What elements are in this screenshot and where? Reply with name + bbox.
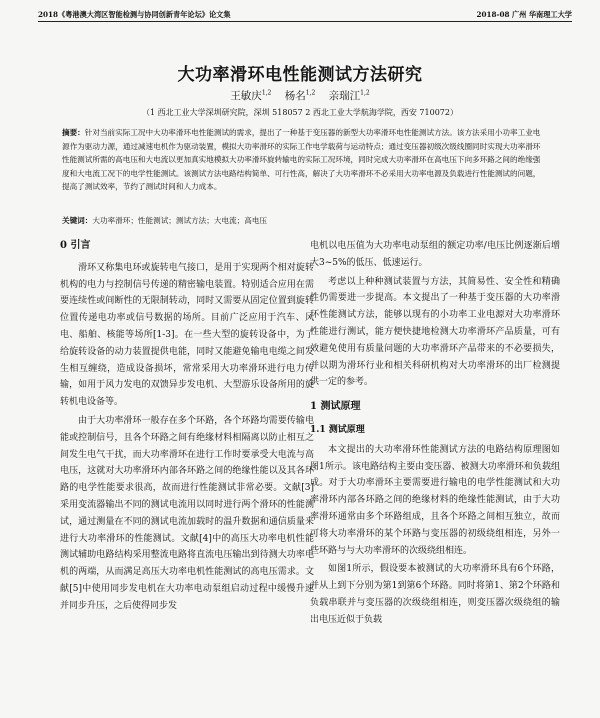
paragraph: 如图1所示，假设要本被测试的大功率滑环具有6个环路，并从上到下分别为第1到第6个环路。同时将第1、第2个环路和负载串联并与变压器的次级绕组相连，则变压器次级绕组的输出电压近似于负载 (310, 564, 560, 625)
subsection-heading-1-1: 1.1 测试原理 (310, 424, 365, 435)
keywords (62, 215, 542, 226)
keywords-text: 大功率滑环；性能测试；测试方法；大电流；高电压 (92, 216, 268, 225)
author-sup: 1,2 (305, 89, 316, 97)
paragraph: 由于大功率滑环一般存在多个环路，各个环路均需要传输电能或控制信号，且各个环路之间有绝缘材料相隔离以防止相互之间发生电气干扰，而大功率滑环在进行工作时要承受大电流与高电压，这就对大功率滑环内部各环路之间的绝缘性能以及其各环路的电学性能要求很高，故而进行性能测试非常必要。文献[3]采用变流器输出不同的测试电流用以同时进行两个滑环的性能测试，通过测量在不同的测试电流加载时的温升数据和通信质量来进行大功率滑环的性能测试。文献[4]中的高压大功率电机性能测试辅助电路结构采用整流电路将直流电压输出到待测大功率电机的两端，从而满足高压大功率电机性能测试的高电压需求。文献[5]中使用同步发电机在大功率电动泵组启动过程中缓慢升速并同步升压，之后使得同步发 (60, 415, 314, 611)
author-sup: 1,2 (261, 89, 272, 97)
running-header (38, 8, 572, 22)
paragraph: 电机以电压值为大功率电动泵组的额定功率/电压比例逐渐后增大3~5%的低压、低速运行。 (310, 241, 560, 268)
section-heading-1: 1 测试原理 (310, 401, 361, 413)
affiliation: （1 西北工业大学深圳研究院，深圳 518057 2 西北工业大学航海学院，西安 710072） (142, 108, 458, 117)
paragraph: 滑环又称集电环或旋转电气接口，是用于实现两个相对旋转机构的电力与控制信号传递的精密输电装置。特别适合应用在需要连续性或间断性的无限制转动，同时又需要从固定位置到旋转位置传递电功率或信号数据的场所。目前广泛应用于汽车、风电、船舶、核能等场所[1-3]。在一些大型的旋转设备中，为了给旋转设备的动力装置提供电能，同时又能避免输电电缆之间发生相互缠绕，造成设备损坏，常常采用大功率滑环进行电力传输，如用于风力发电的双馈异步发电机、大型游乐设备所用的旋转机电设备等。 (60, 262, 314, 408)
keywords-label: 关键词： (62, 216, 93, 225)
paper-title: 大功率滑环电性能测试方法研究 (177, 65, 423, 85)
right-column (310, 238, 560, 631)
author-name: 王敏庆 (230, 90, 262, 102)
header-right: 2018-08 广州 华南理工大学 (476, 10, 572, 19)
paragraph: 考虑以上种种测试装置与方法，其简易性、安全性和精确性仍需要进一步提高。本文提出了一种基于变压器的大功率滑环性能测试方法，能够以现有的小功率工业电源对大功率滑环性能进行测试，能方便快捷地检测大功率滑环产品质量，可有效避免使用有质量问题的大功率滑环产品带来的不必要损失，并以期为滑环行业和相关科研机构对大功率滑环的出厂检测提供一定的参考。 (310, 276, 560, 388)
abstract (62, 126, 542, 194)
abstract-text: 针对当前实际工况中大功率滑环电性能测试的需求，提出了一种基于变压器的新型大功率滑环电性能测试方法。该方法采用小功率工业电源作为驱动力源，通过减速电机作为驱动装置，模拟大功率滑环的实际工作电学载荷与运动特点；通过变压器初级次级线圈同时实现大功率滑环性能测试所需的高电压和大电流以更加真实地模拟大功率滑环旋转输电的实际工况环境，同时完成大功率滑环在高电压下向多环路之间的绝缘强度和大电流工况下的电学性能测试。该测试方法电路结构简单、可行性高，解决了大功率滑环不必采用大功率电源及负载进行性能测试的问题，提高了测试效率，节约了测试时间和人力成本。 (62, 128, 541, 192)
section-heading-intro: 0 引言 (60, 240, 91, 251)
author-sup: 1,2 (360, 89, 370, 97)
author-name: 杨名 (284, 90, 306, 102)
header-left: 2018《粤港澳大湾区智能检测与协同创新青年论坛》论文集 (38, 10, 231, 19)
left-column (60, 238, 314, 617)
paragraph: 本文提出的大功率滑环性能测试方法的电路结构原理图如图1所示。该电路结构主要由变压器、被测大功率滑环和负载组成。对于大功率滑环主要需要进行输电的电学性能测试和大功率滑环内部各环路之间的绝缘材料的绝缘性能测试，由于大功率滑环通常由多个环路组成，且各个环路之间相互独立，故而可将大功率滑环的某个环路与变压器的初级绕组相连，另外一些环路与与大功率滑环的次级绕组相连。 (310, 444, 560, 556)
author-name: 亲瑞江 (328, 90, 361, 102)
abstract-label: 摘要： (62, 128, 85, 137)
author-list (0, 88, 600, 103)
